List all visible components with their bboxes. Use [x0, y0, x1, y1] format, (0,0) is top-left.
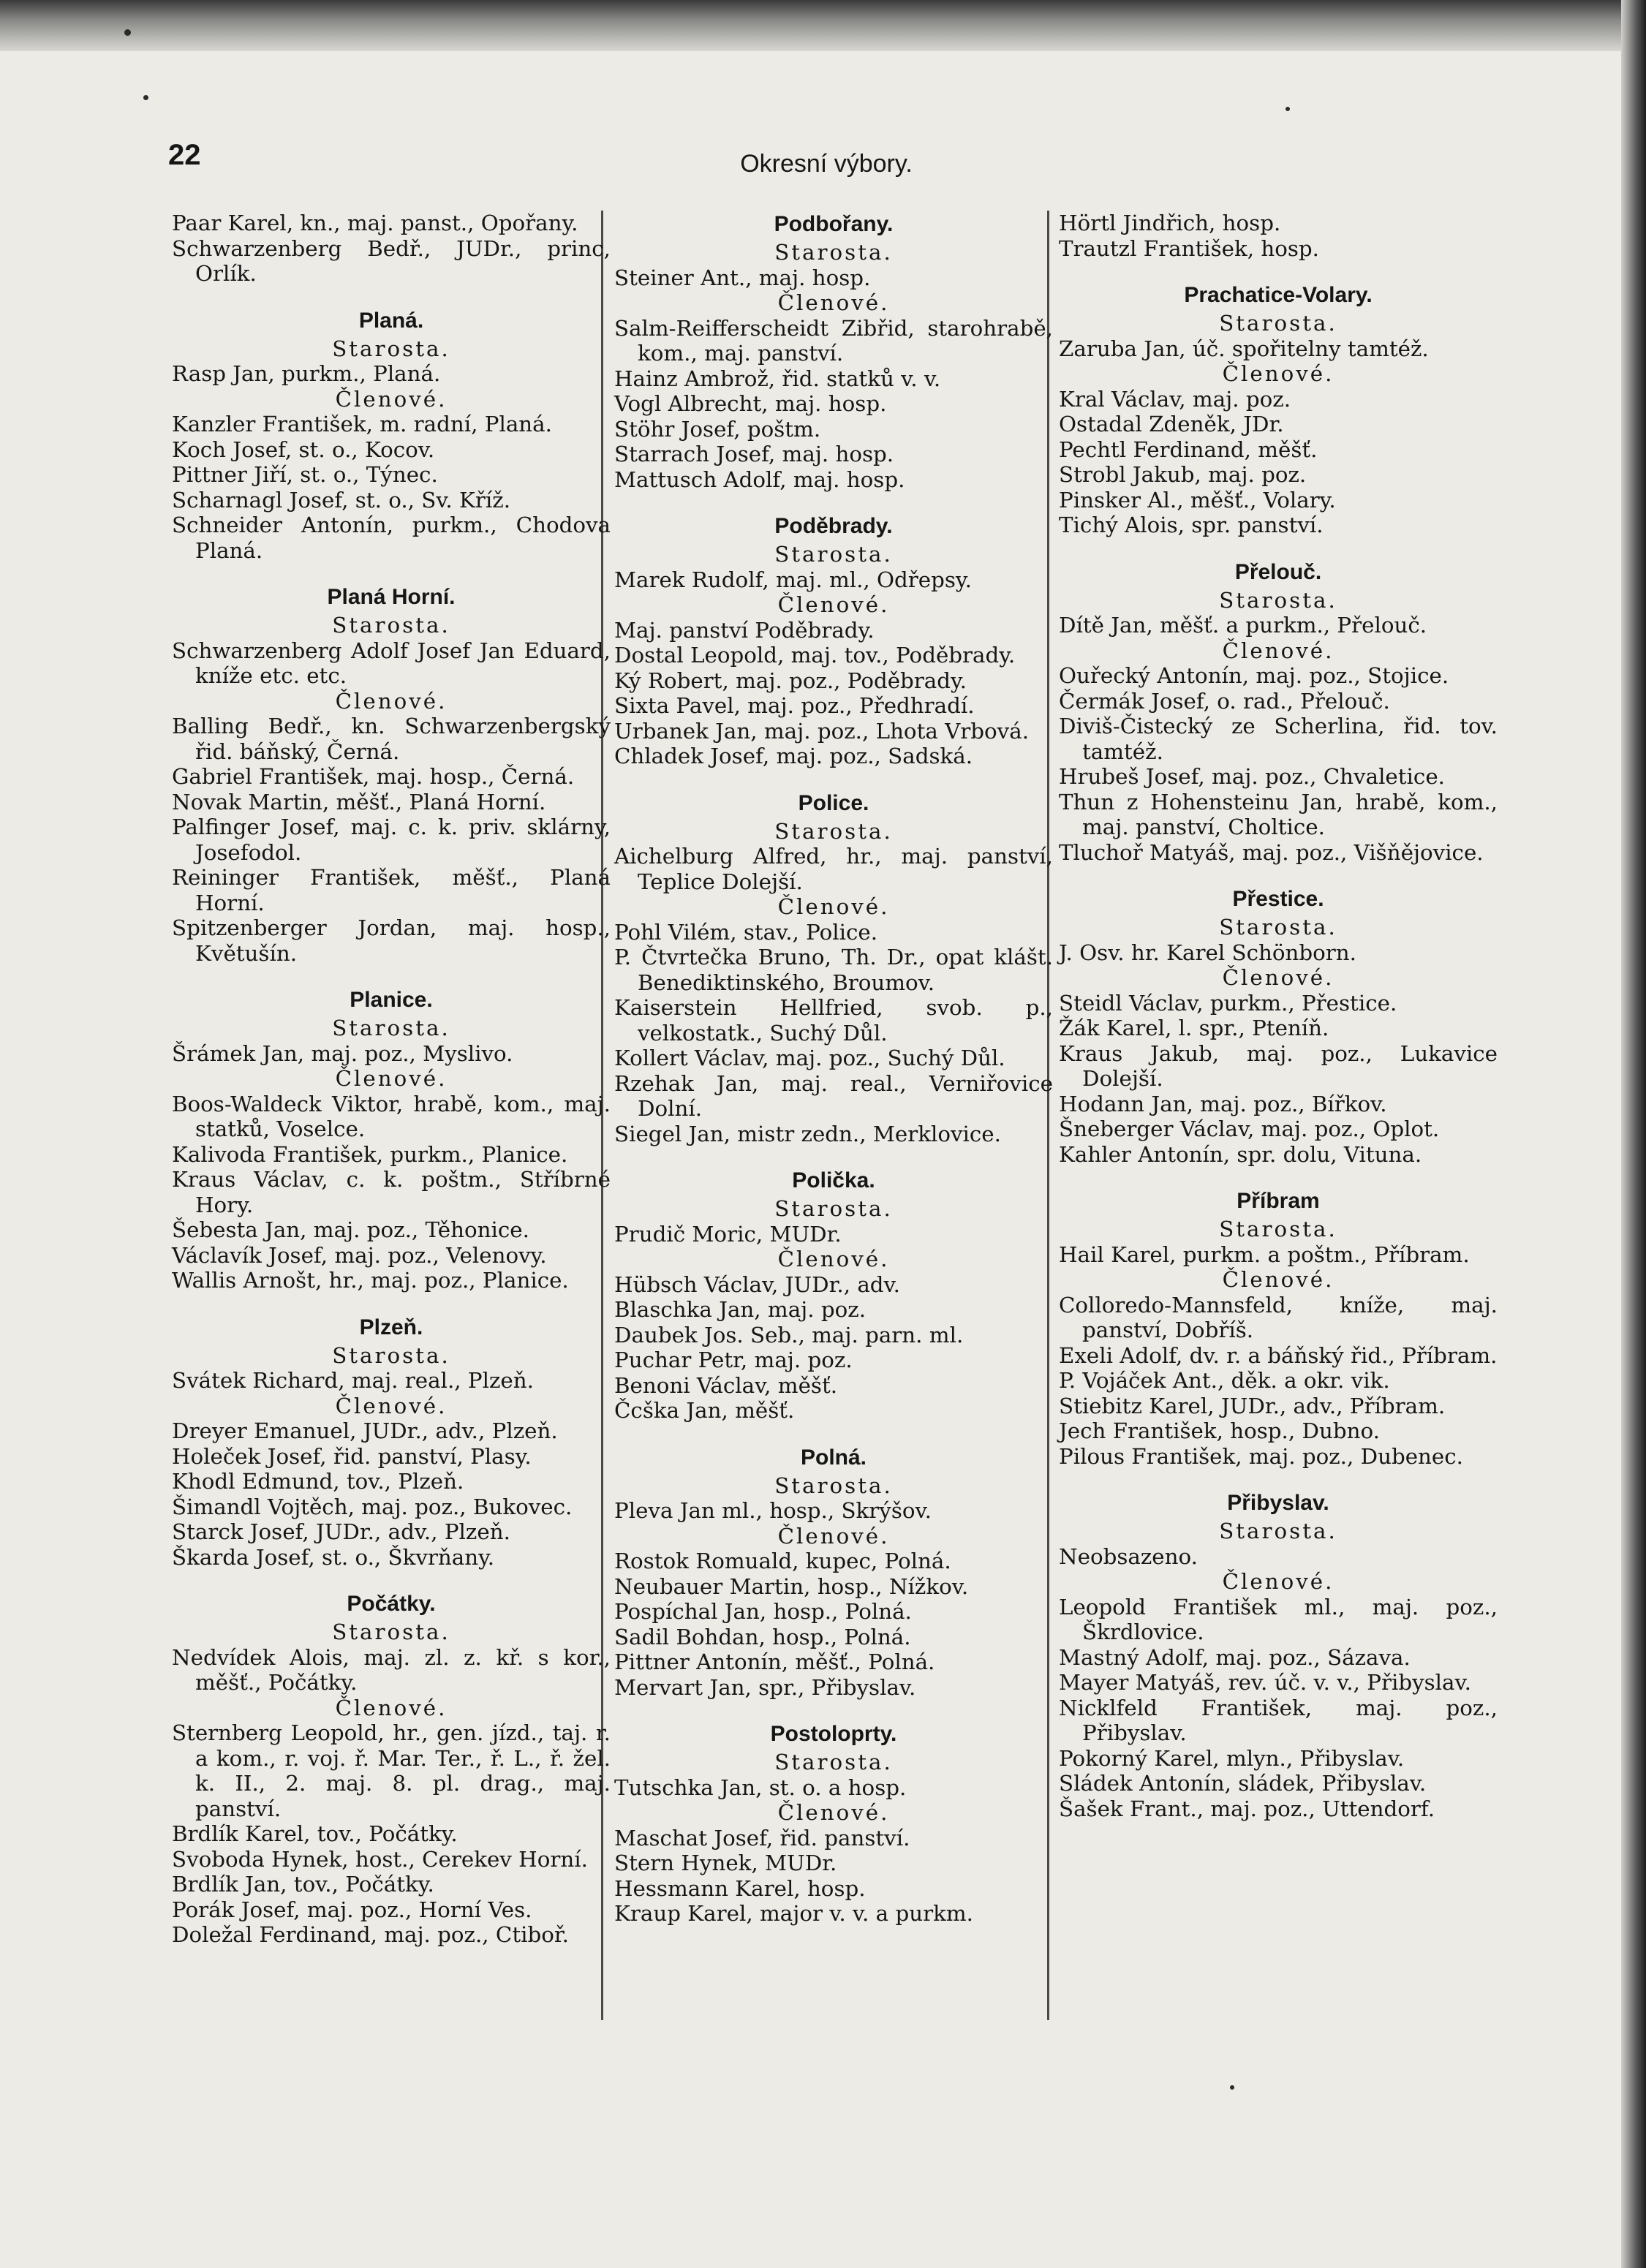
member-entry: Brdlík Karel, tov., Počátky. [172, 1821, 458, 1846]
member-entry: Maschat Josef, řid. panství. [614, 1825, 910, 1851]
member-entry: Colloredo-Mannsfeld, kníže, maj. panství, Dobříš. [1059, 1292, 1498, 1342]
member-entry: Škarda Josef, st. o., Škvrňany. [172, 1544, 495, 1570]
role-heading: Členové. [1222, 361, 1334, 386]
member-entry: Hübsch Václav, JUDr., adv. [614, 1271, 900, 1297]
member-entry: Mastný Adolf, maj. poz., Sázava. [1059, 1644, 1411, 1670]
district-name: Postoloprty. [770, 1722, 897, 1746]
member-entry: Aichelburg Alfred, hr., maj. panství, Teplice Dolejší. [614, 844, 1053, 894]
member-entry: Exeli Adolf, dv. r. a báňský řid., Příbram. [1059, 1342, 1498, 1368]
role-heading: Členové. [777, 894, 890, 919]
scan-border-right [1621, 0, 1646, 2268]
member-entry: Mayer Matyáš, rev. úč. v. v., Přibyslav. [1059, 1670, 1471, 1695]
district-block [614, 211, 1053, 492]
member-entry: Spitzenberger Jordan, maj. hosp., Květušín. [172, 915, 611, 966]
member-entry: Tluchoř Matyáš, maj. poz., Višňějovice. [1059, 839, 1484, 865]
member-entry: Mattusch Adolf, maj. hosp. [614, 466, 905, 492]
member-entry: Sixta Pavel, maj. poz., Předhradí. [614, 693, 975, 718]
district-block [172, 211, 611, 287]
member-entry: Nedvídek Alois, maj. zl. z. kř. s kor., měšť., Počátky. [172, 1644, 611, 1695]
member-entry: Thun z Hohensteinu Jan, hrabě, kom., maj. panství, Choltice. [1059, 789, 1498, 839]
member-entry: Hörtl Jindřich, hosp. [1059, 211, 1281, 235]
district-block [614, 1720, 1053, 1927]
member-entry: Šrámek Jan, maj. poz., Myslivo. [172, 1040, 513, 1066]
member-entry: Stern Hynek, MUDr. [614, 1851, 837, 1875]
scan-speck [1230, 2085, 1234, 2090]
district-block [614, 1444, 1053, 1701]
member-entry: Boos-Waldeck Viktor, hrabě, kom., maj. statků, Voselce. [172, 1091, 611, 1141]
district-name: Podbořany. [774, 212, 894, 236]
member-entry: Pilous František, maj. poz., Dubenec. [1059, 1443, 1463, 1469]
member-entry: Reininger František, měšť., Planá Horní. [172, 865, 611, 915]
district-name: Polná. [800, 1445, 867, 1470]
member-entry: Salm-Reifferscheidt Zibřid, starohrabě, kom., maj. panství. [614, 315, 1053, 366]
role-heading: Členové. [777, 1800, 890, 1825]
member-entry: Starck Josef, JUDr., adv., Plzeň. [172, 1519, 510, 1544]
role-heading: Členové. [777, 592, 890, 617]
member-entry: Kraus Jakub, maj. poz., Lukavice Dolejší. [1059, 1040, 1498, 1091]
role-heading: Členové. [1222, 965, 1334, 990]
member-entry: Puchar Petr, maj. poz. [614, 1347, 853, 1372]
member-entry: Nicklfeld František, maj. poz., Přibyslav. [1059, 1695, 1498, 1745]
member-entry: Jech František, hosp., Dubno. [1059, 1418, 1380, 1443]
role-heading: Členové. [335, 386, 448, 412]
member-entry: Pittner Antonín, měšť., Polná. [614, 1649, 935, 1674]
member-entry: Pinsker Al., měšť., Volary. [1059, 487, 1336, 513]
role-heading: Členové. [777, 1247, 890, 1271]
role-heading: Členové. [777, 1523, 890, 1549]
member-entry: Starrach Josef, maj. hosp. [614, 442, 894, 466]
member-entry: Balling Bedř., kn. Schwarzenbergský řid. báňský, Černá. [172, 714, 611, 764]
role-heading: Starosta. [774, 1196, 893, 1221]
role-heading: Členové. [335, 1066, 448, 1091]
scan-speck [143, 95, 148, 100]
member-entry: Kanzler František, m. radní, Planá. [172, 412, 552, 436]
member-entry: Pechtl Ferdinand, měšť. [1059, 436, 1318, 462]
member-entry: Hail Karel, purkm. a poštm., Příbram. [1059, 1241, 1470, 1267]
member-entry: Rasp Jan, purkm., Planá. [172, 361, 441, 386]
member-entry: Leopold František ml., maj. poz., Škrdlovice. [1059, 1594, 1498, 1644]
district-name: Přelouč. [1234, 559, 1322, 584]
district-name: Planice. [350, 988, 433, 1012]
member-entry: Khodl Edmund, tov., Plzeň. [172, 1469, 464, 1494]
member-entry: Marek Rudolf, maj. ml., Odřepsy. [614, 567, 972, 592]
district-block [172, 307, 611, 564]
member-entry: Kollert Václav, maj. poz., Suchý Důl. [614, 1046, 1005, 1070]
member-entry: Tichý Alois, spr. panství. [1059, 513, 1324, 537]
member-entry: Schwarzenberg Adolf Josef Jan Eduard, kníže etc. etc. [172, 638, 611, 688]
role-heading: Starosta. [774, 1473, 893, 1498]
member-entry: Svoboda Hynek, host., Cerekev Horní. [172, 1846, 588, 1872]
member-entry: Václavík Josef, maj. poz., Velenovy. [172, 1242, 547, 1268]
member-entry: Kalivoda František, purkm., Planice. [172, 1141, 568, 1167]
member-entry: Kraus Václav, c. k. poštm., Stříbrné Hory. [172, 1167, 611, 1217]
running-title: Okresní výbory. [740, 150, 913, 178]
role-heading: Členové. [1222, 1267, 1334, 1292]
member-entry: Steiner Ant., maj. hosp. [614, 265, 871, 290]
member-entry: Schwarzenberg Bedř., JUDr., princ, Orlík. [172, 235, 611, 286]
district-block [614, 513, 1053, 769]
member-entry: Dítě Jan, měšť. a purkm., Přelouč. [1059, 613, 1427, 638]
district-name: Poděbrady. [774, 514, 893, 538]
member-entry: Sadil Bohdan, hosp., Polná. [614, 1624, 911, 1649]
district-name: Přibyslav. [1227, 1491, 1329, 1515]
district-block [614, 1167, 1053, 1424]
member-entry: Wallis Arnošt, hr., maj. poz., Planice. [172, 1268, 569, 1293]
district-name: Počátky. [347, 1592, 436, 1616]
member-entry: Čermák Josef, o. rad., Přelouč. [1059, 688, 1390, 714]
member-entry: Neobsazeno. [1059, 1543, 1198, 1569]
district-name: Polička. [792, 1168, 875, 1192]
role-heading: Členové. [335, 1695, 448, 1720]
scan-speck [1286, 107, 1290, 111]
member-entry: Pleva Jan ml., hosp., Skrýšov. [614, 1498, 932, 1523]
member-entry: Palfinger Josef, maj. c. k. priv. sklárny, Josefodol. [172, 814, 611, 865]
member-entry: Ostadal Zdeněk, JDr. [1059, 412, 1284, 436]
member-entry: Vogl Albrecht, maj. hosp. [614, 391, 887, 416]
member-entry: Daubek Jos. Seb., maj. parn. ml. [614, 1322, 964, 1347]
member-entry: Novak Martin, měšť., Planá Horní. [172, 789, 546, 814]
member-entry: Hodann Jan, maj. poz., Bířkov. [1059, 1091, 1387, 1116]
member-entry: Hessmann Karel, hosp. [614, 1875, 866, 1901]
member-entry: Urbanek Jan, maj. poz., Lhota Vrbová. [614, 718, 1030, 744]
district-name: Planá. [358, 308, 424, 333]
member-entry: Gabriel František, maj. hosp., Černá. [172, 764, 575, 789]
member-entry: Zaruba Jan, úč. spořitelny tamtéž. [1059, 336, 1429, 361]
member-entry: J. Osv. hr. Karel Schönborn. [1059, 940, 1356, 965]
member-entry: Rostok Romuald, kupec, Polná. [614, 1549, 951, 1573]
district-block [1059, 559, 1498, 866]
member-entry: Šebesta Jan, maj. poz., Těhonice. [172, 1217, 529, 1242]
role-heading: Starosta. [774, 818, 893, 844]
member-entry: Scharnagl Josef, st. o., Sv. Kříž. [172, 487, 511, 513]
member-entry: Schneider Antonín, purkm., Chodova Planá. [172, 513, 611, 563]
district-block [172, 1314, 611, 1570]
member-entry: Diviš-Čistecký ze Scherlina, řid. tov. tamtéž. [1059, 714, 1498, 764]
member-entry: Maj. panství Poděbrady. [614, 617, 875, 643]
member-entry: Ouřecký Antonín, maj. poz., Stojice. [1059, 663, 1449, 688]
role-heading: Starosta. [332, 613, 450, 638]
district-block [1059, 281, 1498, 538]
role-heading: Členové. [335, 1393, 448, 1418]
member-entry: Holeček Josef, řid. panství, Plasy. [172, 1443, 532, 1469]
member-entry: Neubauer Martin, hosp., Nížkov. [614, 1573, 969, 1599]
member-entry: Šašek Frant., maj. poz., Uttendorf. [1059, 1796, 1435, 1821]
role-heading: Členové. [1222, 638, 1334, 663]
member-entry: Paar Karel, kn., maj. panst., Opořany. [172, 211, 578, 235]
role-heading: Členové. [335, 688, 448, 714]
role-heading: Starosta. [1219, 1217, 1337, 1241]
member-entry: Koch Josef, st. o., Kocov. [172, 436, 435, 462]
member-entry: Doležal Ferdinand, maj. poz., Ctiboř. [172, 1922, 569, 1947]
district-name: Příbram [1237, 1189, 1320, 1213]
member-entry: Pokorný Karel, mlyn., Přibyslav. [1059, 1745, 1405, 1771]
district-block [1059, 211, 1498, 261]
member-entry: Kral Václav, maj. poz. [1059, 386, 1291, 412]
member-entry: P. Vojáček Ant., děk. a okr. vik. [1059, 1368, 1390, 1393]
member-entry: Sládek Antonín, sládek, Přibyslav. [1059, 1771, 1427, 1796]
member-entry: Strobl Jakub, maj. poz. [1059, 462, 1307, 487]
column-right [1059, 211, 1498, 1842]
district-block [172, 583, 611, 966]
district-name: Prachatice-Volary. [1184, 283, 1373, 307]
member-entry: Žák Karel, l. spr., Pteníň. [1059, 1016, 1329, 1040]
member-entry: Pospíchal Jan, hosp., Polná. [614, 1599, 912, 1624]
member-entry: Šneberger Václav, maj. poz., Oplot. [1059, 1116, 1440, 1141]
member-entry: Siegel Jan, mistr zedn., Merklovice. [614, 1121, 1001, 1146]
district-block [172, 986, 611, 1293]
member-entry: Brdlík Jan, tov., Počátky. [172, 1872, 434, 1897]
district-block [614, 790, 1053, 1147]
district-name: Planá Horní. [327, 585, 456, 609]
role-heading: Starosta. [332, 1342, 450, 1368]
member-entry: Ký Robert, maj. poz., Poděbrady. [614, 668, 967, 693]
district-name: Přestice. [1232, 887, 1324, 911]
page-number: 22 [168, 139, 201, 171]
role-heading: Starosta. [774, 542, 893, 567]
member-entry: Dreyer Emanuel, JUDr., adv., Plzeň. [172, 1418, 558, 1443]
role-heading: Starosta. [1219, 311, 1337, 336]
role-heading: Starosta. [1219, 1519, 1337, 1543]
member-entry: Kaiserstein Hellfried, svob. p., velkostatk., Suchý Důl. [614, 995, 1053, 1046]
member-entry: Sternberg Leopold, hr., gen. jízd., taj. r. a kom., r. voj. ř. Mar. Ter., ř. L., ř. žel. k. II., 2. maj. 8. pl. drag., maj. panství. [172, 1720, 611, 1821]
member-entry: Benoni Václav, měšť. [614, 1372, 838, 1398]
member-entry: Steidl Václav, purkm., Přestice. [1059, 990, 1397, 1016]
member-entry: Tutschka Jan, st. o. a hosp. [614, 1774, 907, 1800]
member-entry: Pohl Vilém, stav., Police. [614, 919, 878, 945]
role-heading: Starosta. [332, 1016, 450, 1040]
column-left [172, 211, 611, 1968]
role-heading: Starosta. [332, 336, 450, 361]
member-entry: Porák Josef, maj. poz., Horní Ves. [172, 1897, 532, 1922]
district-block [1059, 885, 1498, 1167]
member-entry: Dostal Leopold, maj. tov., Poděbrady. [614, 643, 1016, 668]
district-name: Plzeň. [359, 1315, 423, 1339]
member-entry: Kahler Antonín, spr. dolu, Vituna. [1059, 1141, 1422, 1167]
role-heading: Starosta. [774, 1750, 893, 1774]
district-block [1059, 1489, 1498, 1821]
role-heading: Starosta. [774, 240, 893, 265]
district-name: Police. [798, 790, 869, 815]
member-entry: Šimandl Vojtěch, maj. poz., Bukovec. [172, 1494, 573, 1519]
member-entry: P. Čtvrtečka Bruno, Th. Dr., opat klášt. Benediktinského, Broumov. [614, 945, 1053, 995]
member-entry: Kraup Karel, major v. v. a purkm. [614, 1901, 973, 1926]
role-heading: Starosta. [332, 1619, 450, 1644]
member-entry: Trautzl František, hosp. [1059, 235, 1319, 261]
role-heading: Členové. [777, 290, 890, 315]
member-entry: Hainz Ambrož, řid. statků v. v. [614, 366, 941, 391]
member-entry: Prudič Moric, MUDr. [614, 1221, 842, 1247]
member-entry: Mervart Jan, spr., Přibyslav. [614, 1674, 916, 1700]
scan-border-top [0, 0, 1646, 51]
district-block [1059, 1187, 1498, 1469]
member-entry: Stiebitz Karel, JUDr., adv., Příbram. [1059, 1393, 1446, 1418]
column-middle [614, 211, 1053, 1947]
member-entry: Chladek Josef, maj. poz., Sadská. [614, 744, 973, 768]
member-entry: Hrubeš Josef, maj. poz., Chvaletice. [1059, 764, 1445, 789]
role-heading: Členové. [1222, 1569, 1334, 1594]
member-entry: Svátek Richard, maj. real., Plzeň. [172, 1368, 534, 1393]
scan-speck [124, 29, 131, 36]
member-entry: Pittner Jiří, st. o., Týnec. [172, 462, 438, 487]
district-block [172, 1590, 611, 1948]
member-entry: Blaschka Jan, maj. poz. [614, 1297, 867, 1322]
role-heading: Starosta. [1219, 915, 1337, 940]
role-heading: Starosta. [1219, 587, 1337, 613]
member-entry: Čcška Jan, měšť. [614, 1398, 795, 1423]
member-entry: Stöhr Josef, poštm. [614, 416, 821, 442]
member-entry: Rzehak Jan, maj. real., Verniřovice Dolní. [614, 1070, 1053, 1121]
